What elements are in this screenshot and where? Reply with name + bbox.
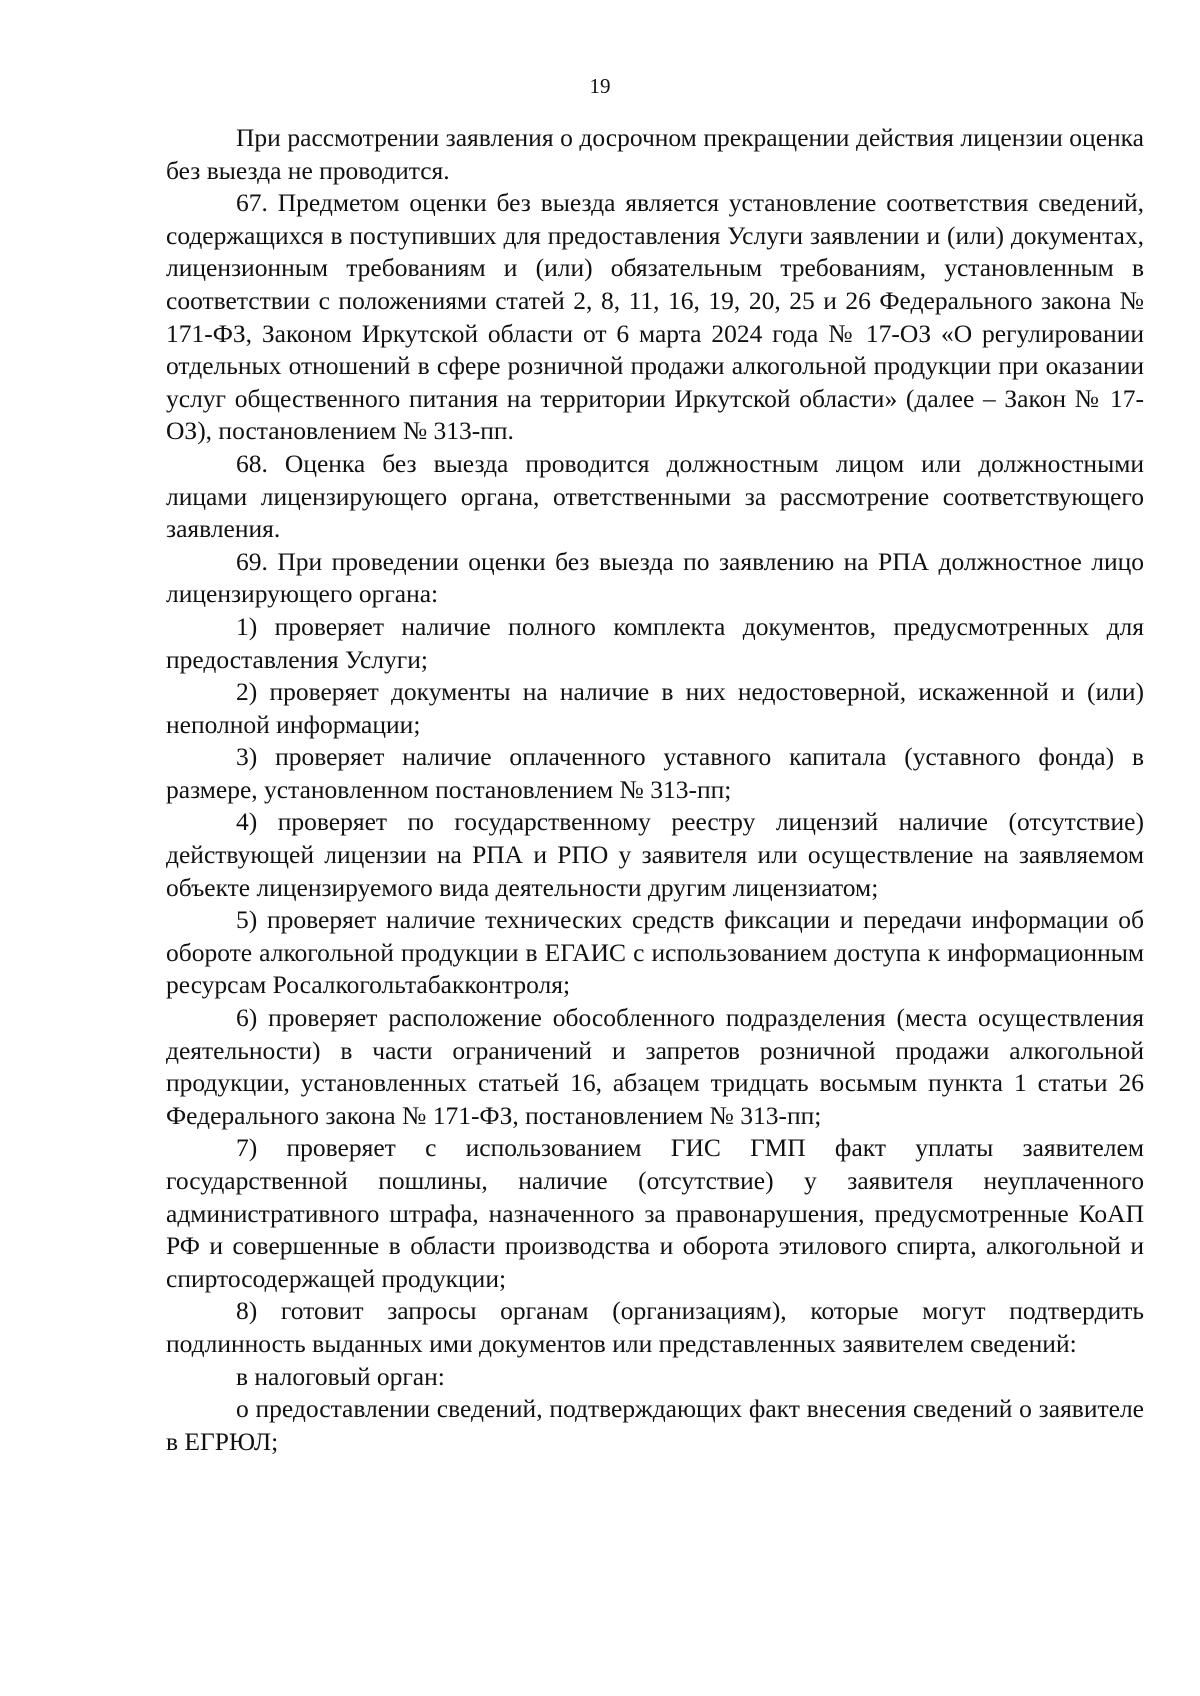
sub-item-egrul: о предоставлении сведений, подтверждающих факт внесения сведений о заявителе в ЕГРЮЛ;: [166, 1394, 1144, 1456]
list-item-7: 7) проверяет с использованием ГИС ГМП факт уплаты заявителем государственной пошлины, наличие (отсутствие) у заявителя неуплаченного административного штрафа, назначенного за правонарушения, предусмотренные КоАП РФ и совершенные в области производства и оборота этилового спирта, алкогольной и спиртосодержащей продукции;: [166, 1133, 1144, 1293]
paragraph-intro: При рассмотрении заявления о досрочном прекращении действия лицензии оценка без выезда не проводится.: [166, 123, 1144, 185]
list-item-8: 8) готовит запросы органам (организациям), которые могут подтвердить подлинность выданных ими документов или представленных заявителем сведений:: [166, 1296, 1144, 1358]
list-item-4: 4) проверяет по государственному реестру лицензий наличие (отсутствие) действующей лицензии на РПА и РПО у заявителя или осуществление на заявляемом объекте лицензируемого вида деятельности другим лицензиатом;: [166, 807, 1144, 902]
document-body: [166, 122, 1144, 1458]
list-item-6: 6) проверяет расположение обособленного подразделения (места осуществления деятельности) в части ограничений и запретов розничной продажи алкогольной продукции, установленных статьей 16, абзацем тридцать восьмым пункта 1 статьи 26 Федерального закона № 171-ФЗ, постановлением № 313-пп;: [166, 1003, 1144, 1130]
page-number: 19: [589, 74, 611, 98]
list-item-2: 2) проверяет документы на наличие в них недостоверной, искаженной и (или) неполной информации;: [166, 677, 1144, 739]
paragraph-68: 68. Оценка без выезда проводится должностным лицом или должностными лицами лицензирующего органа, ответственными за рассмотрение соответствующего заявления.: [166, 448, 1144, 544]
paragraph-67: 67. Предметом оценки без выезда является установление соответствия сведений, содержащихся в поступивших для предоставления Услуги заявлении и (или) документах, лицензионным требованиям и (или) обязательным требованиям, установленным в соответствии с положениями статей 2, 8, 11, 16, 19, 20, 25 и 26 Федерального закона № 171-ФЗ, Законом Иркутской области от 6 марта 2024 года № 17-ОЗ «О регулировании отдельных отношений в сфере розничной продажи алкогольной продукции при оказании услуг общественного питания на территории Иркутской области» (далее – Закон № 17-ОЗ), постановлением № 313-пп.: [166, 188, 1144, 446]
sub-item-tax-authority: в налоговый орган:: [236, 1361, 445, 1391]
list-item-1: 1) проверяет наличие полного комплекта документов, предусмотренных для предоставления Услуги;: [166, 611, 1144, 674]
list-item-3: 3) проверяет наличие оплаченного уставного капитала (уставного фонда) в размере, установленном постановлением № 313-пп;: [166, 742, 1144, 804]
paragraph-69: 69. При проведении оценки без выезда по заявлению на РПА должностное лицо лицензирующего органа:: [166, 546, 1144, 609]
list-item-5: 5) проверяет наличие технических средств фиксации и передачи информации об обороте алкогольной продукции в ЕГАИС с использованием доступа к информационным ресурсам Росалкогольтабакконтроля;: [166, 905, 1144, 1000]
